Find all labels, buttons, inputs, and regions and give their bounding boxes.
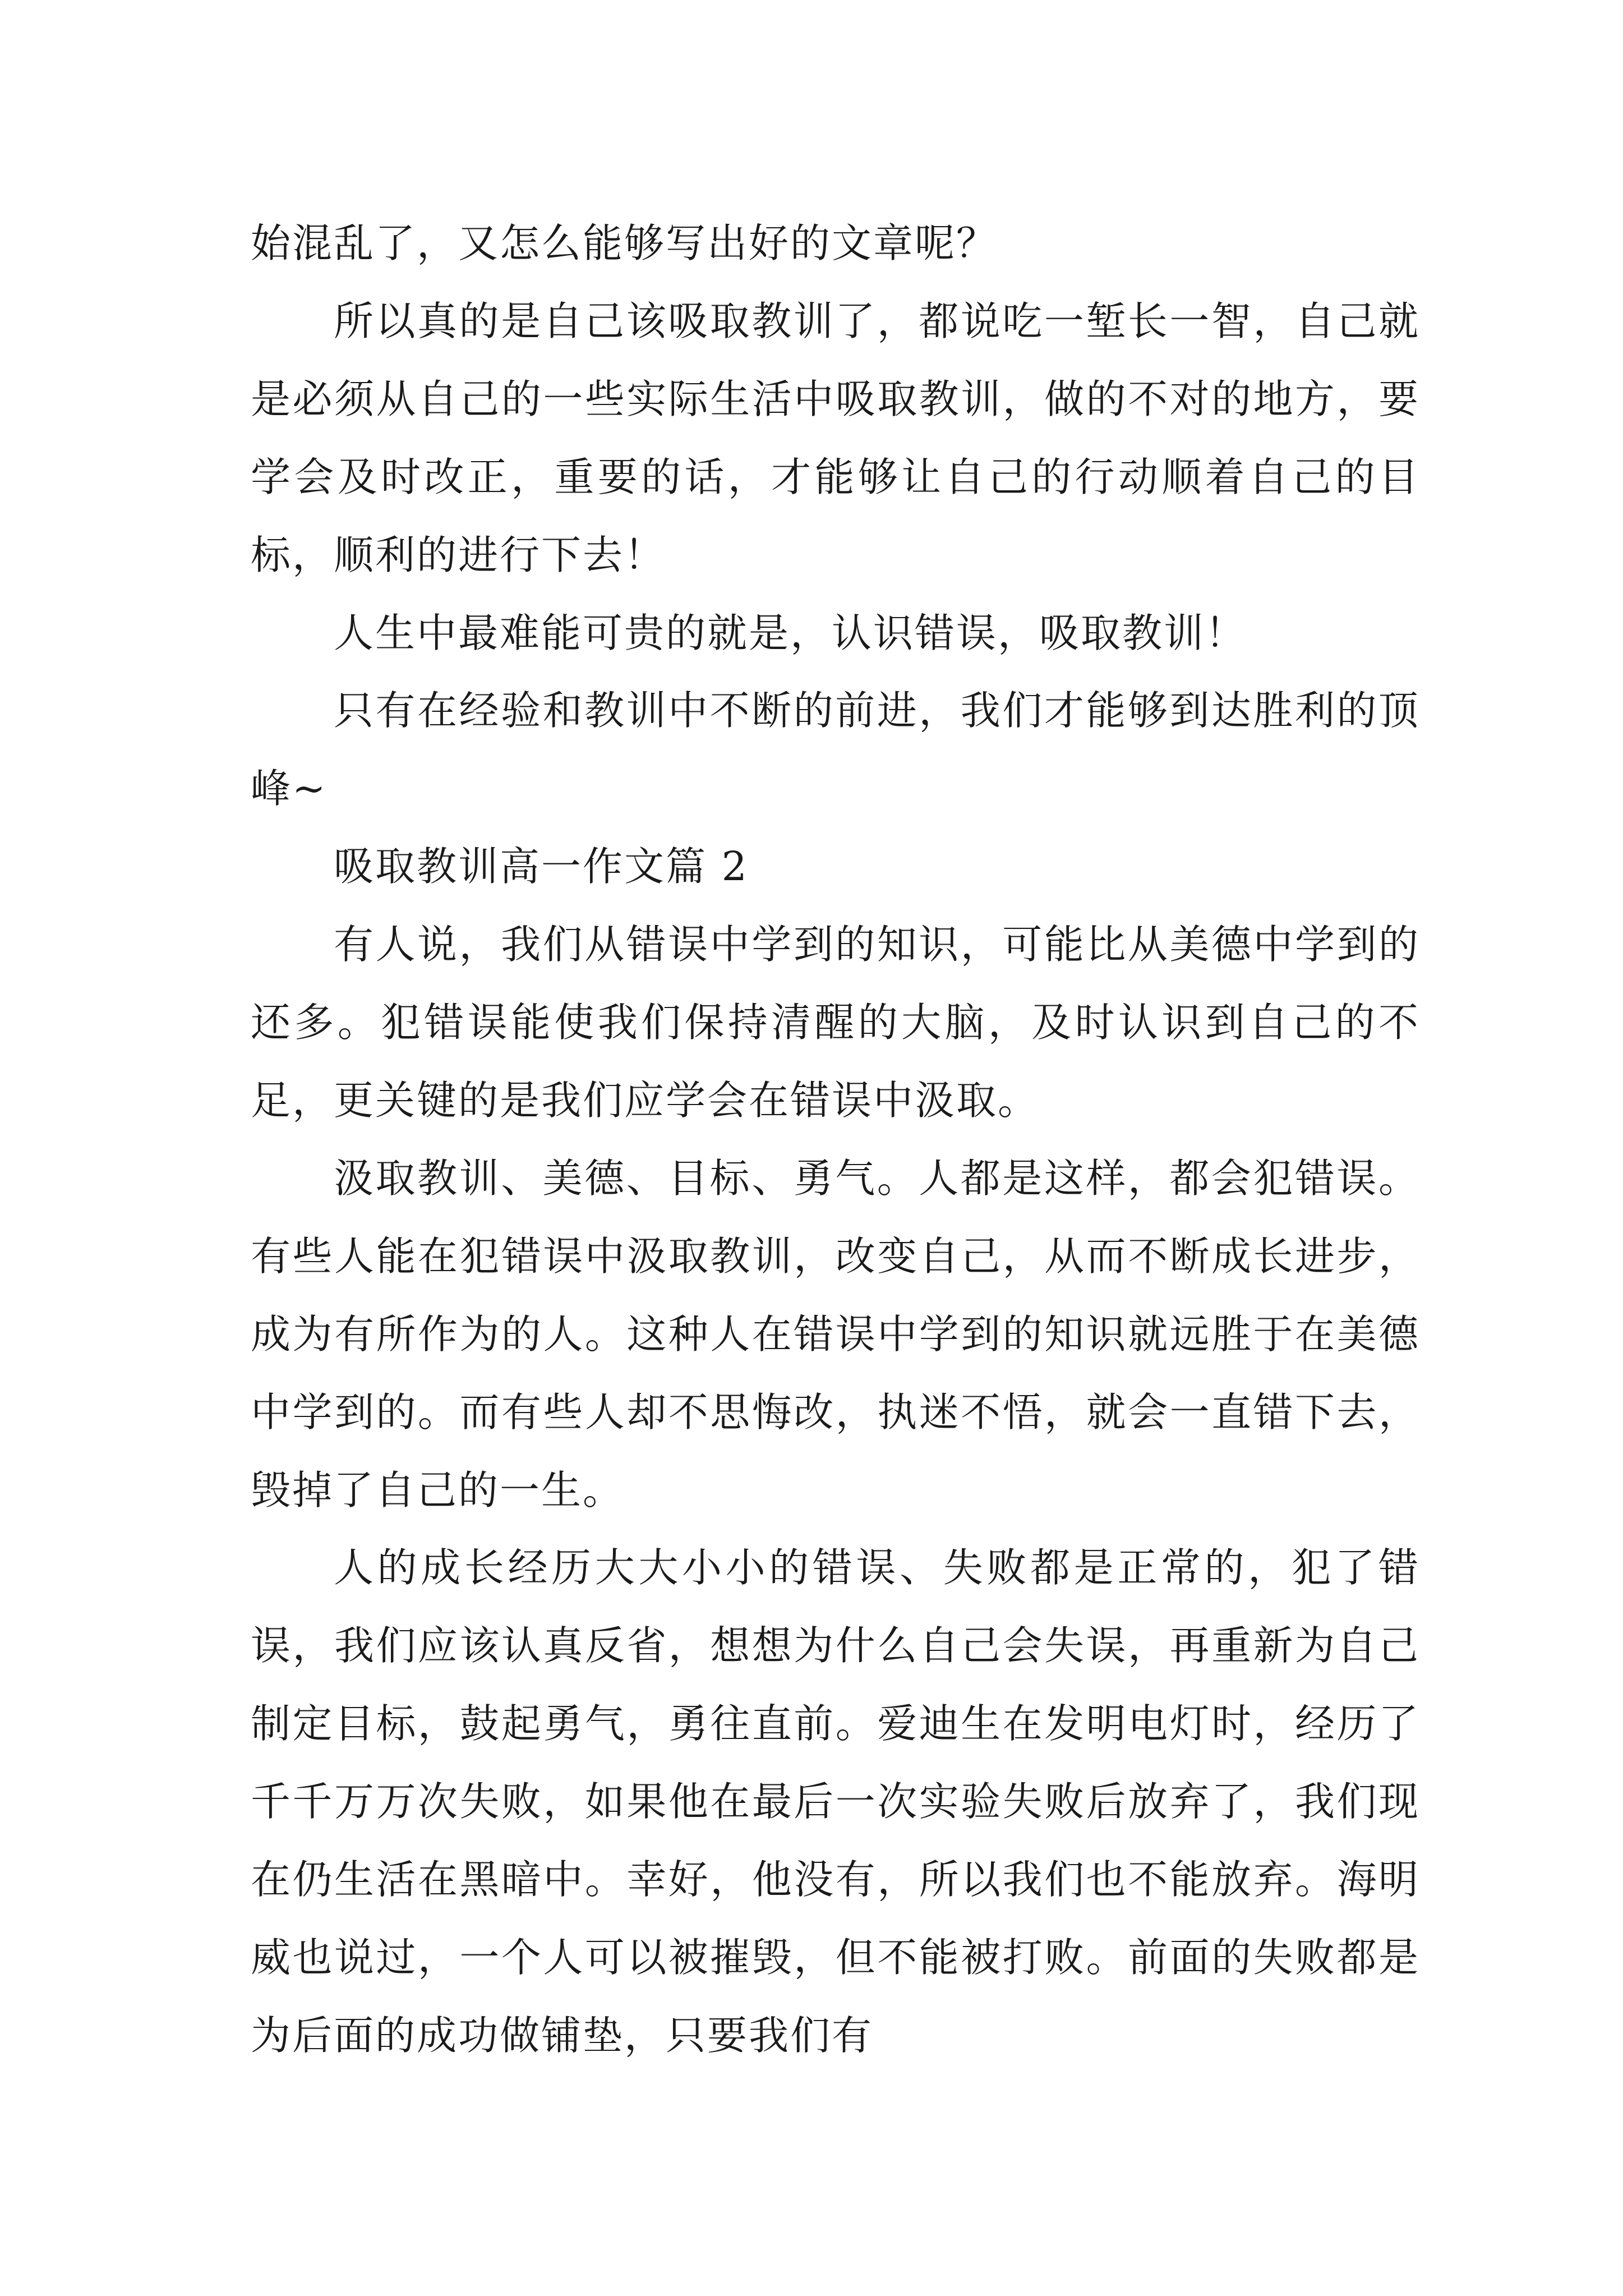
paragraph-learn-from-mistakes: 有人说，我们从错误中学到的知识，可能比从美德中学到的还多。犯错误能使我们保持清醒的大脑，及时认识到自己的不足，更关键的是我们应学会在错误中汲取。 bbox=[251, 921, 1420, 1124]
paragraph-virtues: 汲取教训、美德、目标、勇气。人都是这样，都会犯错误。有些人能在犯错误中汲取教训，改变自己，从而不断成长进步，成为有所作为的人。这种人在错误中学到的知识就远胜于在美德中学到的。而有些人却不思悔改，执迷不悟，就会一直错下去，毁掉了自己的一生。 bbox=[251, 1154, 1420, 1513]
paragraph-lesson: 所以真的是自己该吸取教训了，都说吃一堑长一智，自己就是必须从自己的一些实际生活中吸取教训，做的不对的地方，要学会及时改正，重要的话，才能够让自己的行动顺着自己的目标，顺利的进行下去！ bbox=[251, 297, 1420, 578]
paragraph-recognize-error: 人生中最难能可贵的就是，认识错误，吸取教训！ bbox=[334, 609, 1247, 656]
paragraph-peak: 只有在经验和教训中不断的前进，我们才能够到达胜利的顶峰~ bbox=[251, 687, 1420, 812]
paragraph-growth: 人的成长经历大大小小的错误、失败都是正常的，犯了错误，我们应该认真反省，想想为什么自己会失误，再重新为自己制定目标，鼓起勇气，勇往直前。爱迪生在发明电灯时，经历了千千万万次失败，如果他在最后一次实验失败后放弃了，我们现在仍生活在黑暗中。幸好，他没有，所以我们也不能放弃。海明威也说过，一个人可以被摧毁，但不能被打败。前面的失败都是为后面的成功做铺垫，只要我们有 bbox=[251, 1544, 1420, 2059]
paragraph-continuation: 始混乱了，又怎么能够写出好的文章呢？ bbox=[251, 220, 998, 266]
document-body bbox=[251, 205, 1420, 2075]
section-heading: 吸取教训高一作文篇 2 bbox=[334, 843, 749, 890]
